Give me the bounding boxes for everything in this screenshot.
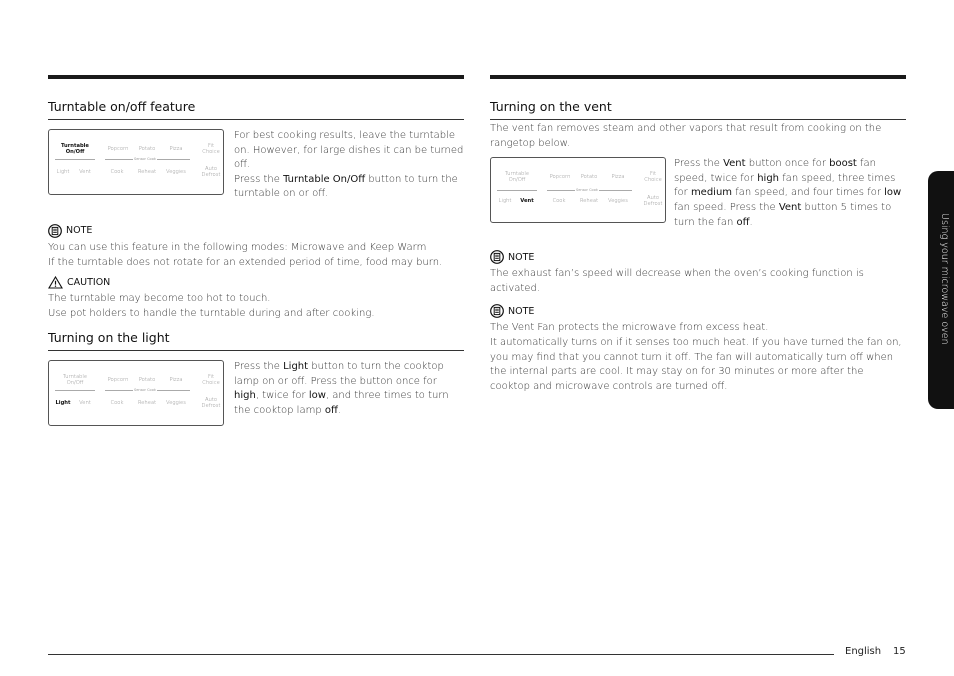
key-sensor-cook: Sensor Cook — [134, 157, 156, 161]
vent-intro: The vent fan removes steam and other vapors that result from cooking on the rangetop below. — [490, 123, 882, 149]
text: , and three times to turn the cooktop lamp — [234, 390, 449, 416]
key-fit-choice: Fit Choice — [202, 143, 220, 155]
key-pizza: Pizza — [169, 377, 183, 383]
key-turntable: Turntable On/Off — [62, 374, 88, 386]
key-popcorn: Popcorn — [107, 377, 129, 383]
key-turntable: Turntable On/Off — [61, 143, 89, 155]
text: . — [749, 216, 753, 228]
note-icon — [48, 224, 62, 238]
key-sensor-cook: Sensor Cook — [576, 188, 598, 193]
key-popcorn: Popcorn — [549, 174, 571, 181]
key-cook: Cook — [110, 400, 124, 406]
chapter-side-tab — [928, 171, 954, 409]
turntable-title: Turntable on/off feature — [48, 99, 464, 120]
turntable-desc-1: For best cooking results, leave the turntable on. However, for large dishes it can be turned off. — [234, 130, 464, 171]
keyword-vent: Vent — [778, 201, 802, 213]
caution-icon — [48, 276, 63, 289]
turntable-section — [48, 99, 464, 321]
text: fan speed, twice for — [674, 158, 877, 184]
key-fit-choice: Fit Choice — [644, 171, 662, 184]
key-light: Light — [56, 169, 70, 175]
text: Press the — [234, 361, 284, 372]
light-description — [234, 360, 464, 418]
vent-desc — [674, 157, 906, 230]
panel-divider — [497, 190, 537, 191]
key-potato: Potato — [138, 377, 156, 383]
vent-note-1-label — [490, 250, 906, 264]
note-icon — [490, 304, 504, 318]
keyword-light: Light — [283, 361, 309, 372]
note-label-text: NOTE — [66, 225, 93, 237]
text: Press the — [674, 158, 724, 170]
key-fit-choice: Fit Choice — [202, 374, 220, 386]
keyword-low: low — [308, 390, 326, 402]
note-icon — [490, 250, 504, 264]
key-veggies: Veggies — [608, 198, 628, 205]
key-pizza: Pizza — [611, 174, 625, 181]
text: . — [337, 404, 342, 416]
text: fan speed. Press the — [674, 201, 779, 213]
chapter-side-tab-label: Using your microwave oven — [939, 213, 950, 345]
note-label-text: NOTE — [508, 251, 535, 263]
caution-text-1: The turntable may become too hot to touch. — [48, 293, 271, 305]
caution-label-text: CAUTION — [67, 276, 111, 288]
vent-note-2-label — [490, 304, 906, 318]
key-veggies: Veggies — [166, 169, 186, 175]
vent-note-2-line-2: It automatically turns on if it senses too much heat. If you have turned the fan on, you may find that you cannot turn it off. The fan will automatically turn off when the internal parts are cool. It may stay on for 30 minutes or more after the cooktop and microwave controls are turned off. — [490, 336, 902, 392]
text: button to turn the turntable on or off. — [234, 173, 458, 200]
key-potato: Potato — [580, 174, 598, 181]
caution-label — [48, 275, 464, 289]
text: button 5 times to turn the fan — [674, 201, 892, 228]
keyword-low: low — [884, 187, 902, 199]
keyword-medium: medium — [690, 187, 733, 199]
keyword-high: high — [234, 390, 256, 402]
key-vent: Vent — [79, 169, 91, 175]
key-auto-defrost: Auto Defrost — [643, 195, 663, 208]
vent-section — [490, 99, 906, 394]
key-popcorn: Popcorn — [107, 146, 129, 152]
key-light: Light — [55, 400, 71, 406]
control-panel-turntable — [48, 129, 224, 195]
note-label-text: NOTE — [508, 305, 535, 317]
key-auto-defrost: Auto Defrost — [201, 397, 221, 409]
key-vent: Vent — [520, 198, 534, 205]
control-panel-vent — [490, 157, 666, 223]
panel-divider — [55, 390, 95, 391]
vent-note-2-line-1: The Vent Fan protects the microwave from excess heat. — [490, 322, 769, 334]
right-column — [490, 75, 906, 392]
page-number: 15 — [893, 646, 906, 657]
turntable-desc-2 — [234, 173, 464, 202]
key-reheat: Reheat — [579, 198, 599, 205]
key-vent: Vent — [79, 400, 91, 406]
caution-text-2: Use pot holders to handle the turntable during and after cooking. — [48, 307, 375, 319]
key-potato: Potato — [138, 146, 156, 152]
key-light: Light — [498, 198, 512, 205]
keyword-off: off — [736, 216, 750, 228]
turntable-description — [234, 129, 464, 202]
key-reheat: Reheat — [137, 169, 157, 175]
text: Press the — [234, 173, 284, 185]
keyword-high: high — [757, 172, 780, 184]
key-reheat: Reheat — [137, 400, 157, 406]
text: , twice for — [255, 390, 309, 402]
key-cook: Cook — [110, 169, 124, 175]
keyword-vent: Vent — [723, 158, 746, 170]
key-cook: Cook — [552, 198, 566, 205]
light-title: Turning on the light — [48, 330, 464, 351]
text: button to turn the cooktop lamp on or off. Press the button once for — [234, 361, 444, 387]
control-panel-light — [48, 360, 224, 426]
footer-rule — [48, 654, 834, 655]
right-top-rule — [490, 75, 906, 79]
text: fan speed, three times for — [674, 172, 896, 199]
turntable-note-2: If the turntable does not rotate for an extended period of time, food may burn. — [48, 256, 443, 268]
footer-language: English — [845, 646, 882, 657]
keyword-off: off — [324, 404, 338, 416]
text: fan speed, and four times for — [732, 187, 885, 199]
left-column — [48, 75, 464, 416]
left-top-rule — [48, 75, 464, 79]
turntable-note-1: You can use this feature in the following modes: Microwave and Keep Warm — [48, 241, 427, 253]
light-desc — [234, 360, 464, 418]
light-section — [48, 330, 464, 426]
vent-title: Turning on the vent — [490, 99, 906, 120]
key-sensor-cook: Sensor Cook — [134, 388, 156, 392]
vent-note-1-text: The exhaust fan’s speed will decrease when the oven’s cooking function is activated. — [490, 268, 864, 294]
text: button once for — [745, 158, 830, 170]
key-auto-defrost: Auto Defrost — [201, 166, 221, 178]
panel-divider — [55, 159, 95, 160]
keyword-turntable: Turntable On/Off — [283, 173, 366, 185]
key-turntable: Turntable On/Off — [504, 171, 530, 184]
vent-description — [674, 157, 906, 230]
key-pizza: Pizza — [169, 146, 183, 152]
turntable-note-label — [48, 224, 464, 238]
keyword-boost: boost — [829, 158, 857, 170]
key-veggies: Veggies — [166, 400, 186, 406]
